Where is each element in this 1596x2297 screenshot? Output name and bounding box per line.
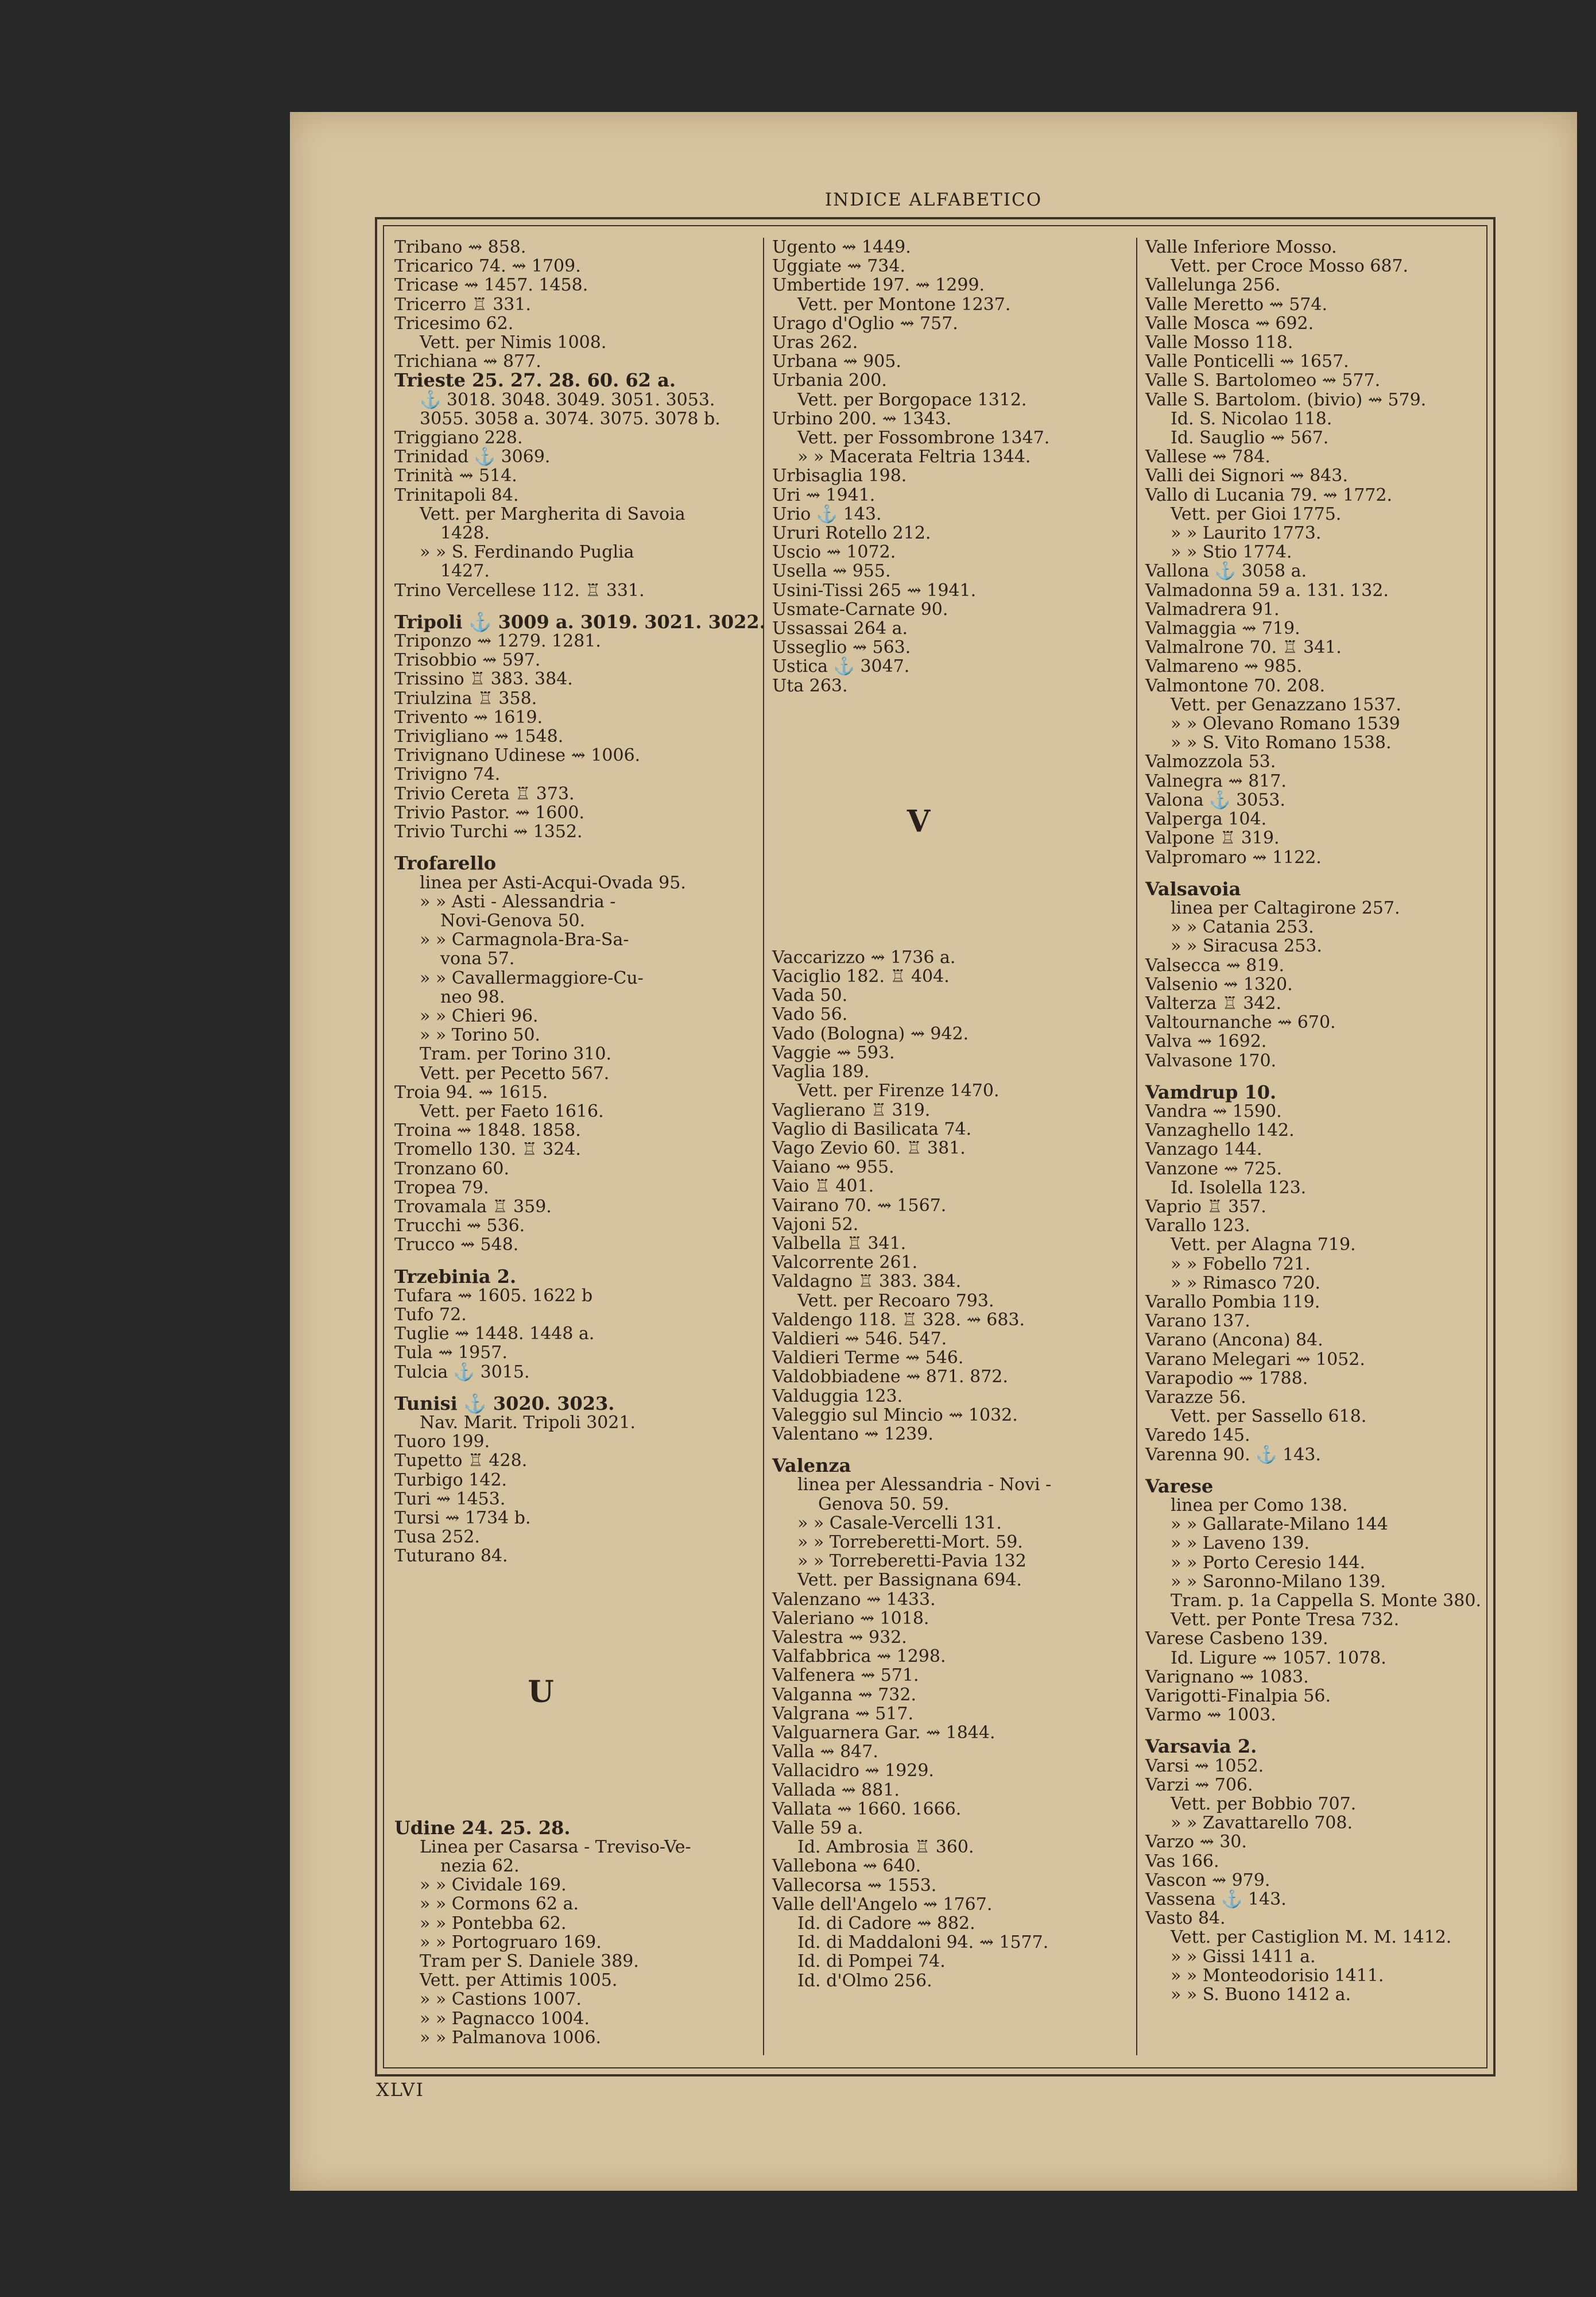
index-entry: Vairano 70. ⇝ 1567. [772, 1195, 947, 1216]
index-entry: Vett. per Borgopace 1312. [797, 389, 1027, 410]
index-entry: » » Torreberetti-Pavia 132 [797, 1551, 1026, 1572]
index-entry: Valmadonna 59 a. 131. 132. [1145, 580, 1389, 601]
index-entry: Varzo ⇝ 30. [1145, 1832, 1247, 1853]
index-entry: Valcorrente 261. [772, 1252, 918, 1273]
index-entry: 1427. [440, 561, 490, 582]
index-entry: Vett. per Bassignana 694. [797, 1570, 1022, 1591]
index-entry: Tromello 130. ♖ 324. [394, 1139, 581, 1160]
index-entry: » » Torino 50. [420, 1025, 541, 1046]
index-entry: » » Fobello 721. [1171, 1254, 1311, 1274]
index-entry: Vett. per Firenze 1470. [797, 1081, 1000, 1101]
index-entry: Id. Ligure ⇝ 1057. 1078. [1171, 1648, 1386, 1668]
index-entry: Uri ⇝ 1941. [772, 485, 876, 505]
index-entry: Valpone ♖ 319. [1145, 828, 1280, 849]
index-entry: Genova 50. 59. [818, 1494, 950, 1514]
section-letter: U [528, 1674, 554, 1710]
index-entry: Tupetto ♖ 428. [394, 1451, 528, 1471]
index-entry: Vaglio di Basilicata 74. [772, 1119, 972, 1139]
index-entry: Valmadrera 91. [1145, 599, 1280, 620]
index-entry: Id. di Cadore ⇝ 882. [797, 1913, 975, 1934]
index-entry: » » Torreberetti-Mort. 59. [797, 1532, 1023, 1552]
index-entry: » » Stio 1774. [1171, 542, 1292, 563]
index-entry: Valla ⇝ 847. [772, 1742, 878, 1762]
index-entry: » » Saronno-Milano 139. [1171, 1571, 1386, 1592]
index-entry: Valle S. Bartolom. (bivio) ⇝ 579. [1145, 389, 1427, 410]
index-entry: Valmontone 70. 208. [1145, 675, 1325, 696]
index-heading: Varsavia 2. [1145, 1735, 1257, 1758]
index-entry: Id. Ambrosia ♖ 360. [797, 1837, 974, 1858]
index-heading: Vamdrup 10. [1145, 1081, 1277, 1103]
index-entry: Valva ⇝ 1692. [1145, 1031, 1267, 1052]
index-entry: Valentano ⇝ 1239. [772, 1424, 933, 1444]
index-entry: Varigotti-Finalpia 56. [1145, 1686, 1331, 1707]
index-entry: Tram per S. Daniele 389. [420, 1951, 639, 1972]
index-entry: Trichiana ⇝ 877. [394, 351, 541, 372]
index-entry: » » Asti - Alessandria - [420, 891, 616, 912]
index-entry: Ugento ⇝ 1449. [772, 237, 911, 257]
index-entry: Vett. per Recoaro 793. [797, 1290, 994, 1311]
index-entry: Valgrana ⇝ 517. [772, 1703, 914, 1724]
index-entry: Vajoni 52. [772, 1214, 859, 1235]
index-entry: Vado (Bologna) ⇝ 942. [772, 1023, 969, 1044]
index-entry: vona 57. [440, 949, 515, 969]
index-entry: Urio ⚓ 143. [772, 504, 882, 524]
index-entry: Vallacidro ⇝ 1929. [772, 1761, 934, 1781]
index-heading: Trofarello [394, 852, 497, 875]
index-entry: » » Siracusa 253. [1171, 936, 1322, 957]
index-entry: Valguarnera Gar. ⇝ 1844. [772, 1723, 995, 1743]
index-entry: Vanzago 144. [1145, 1139, 1262, 1160]
index-entry: Valdobbiadene ⇝ 871. 872. [772, 1367, 1008, 1387]
index-entry: » » Castions 1007. [420, 1989, 582, 2010]
index-entry: Vaio ♖ 401. [772, 1176, 874, 1197]
index-entry: Trinitapoli 84. [394, 485, 519, 505]
index-entry: Usmate-Carnate 90. [772, 599, 948, 620]
index-entry: » » Laurito 1773. [1171, 523, 1322, 544]
index-entry: Valmalrone 70. ♖ 341. [1145, 637, 1342, 658]
index-entry: Valle Mosca ⇝ 692. [1145, 313, 1314, 334]
index-entry: » » Cavallermaggiore-Cu- [420, 968, 644, 988]
index-entry: Vascon ⇝ 979. [1145, 1870, 1270, 1890]
index-heading: Trzebinia 2. [394, 1265, 517, 1287]
book-page [290, 112, 1577, 2191]
index-entry: Tulcia ⚓ 3015. [394, 1362, 530, 1382]
index-entry: » » Pagnacco 1004. [420, 2008, 590, 2029]
index-entry: » » Laveno 139. [1171, 1533, 1310, 1554]
index-entry: Valdagno ♖ 383. 384. [772, 1271, 962, 1292]
index-entry: Vett. per Nimis 1008. [420, 332, 607, 353]
index-entry: Valfabbrica ⇝ 1298. [772, 1646, 946, 1667]
index-entry: Vallelunga 256. [1145, 275, 1281, 296]
index-frame [375, 217, 1496, 2076]
index-entry: Vett. per Montone 1237. [797, 294, 1011, 315]
section-letter: V [907, 803, 931, 839]
index-entry: Valdieri ⇝ 546. 547. [772, 1328, 947, 1349]
index-entry: » » Catania 253. [1171, 917, 1314, 938]
index-entry: Varsi ⇝ 1052. [1145, 1755, 1264, 1776]
index-entry: Trinidad ⚓ 3069. [394, 447, 551, 467]
index-entry: Vago Zevio 60. ♖ 381. [772, 1138, 966, 1158]
index-entry: Valeggio sul Mincio ⇝ 1032. [772, 1405, 1018, 1425]
index-entry: Vett. per Castiglion M. M. 1412. [1171, 1927, 1452, 1948]
index-entry: » » Portogruaro 169. [420, 1932, 602, 1952]
index-heading: Tripoli ⚓ 3009 a. 3019. 3021. 3022. [394, 610, 766, 633]
index-entry: » » Casale-Vercelli 131. [797, 1513, 1002, 1533]
index-entry: Vett. per Ponte Tresa 732. [1171, 1610, 1400, 1630]
index-entry: Tuoro 199. [394, 1432, 490, 1452]
index-entry: » » Macerata Feltria 1344. [797, 447, 1031, 467]
index-entry: linea per Asti-Acqui-Ovada 95. [420, 872, 686, 893]
index-column-3 [1136, 238, 1507, 2055]
index-entry: Valdieri Terme ⇝ 546. [772, 1348, 964, 1368]
index-entry: Vaiano ⇝ 955. [772, 1157, 894, 1178]
index-entry: Triponzo ⇝ 1279. 1281. [394, 631, 601, 652]
index-entry: Vett. per Bobbio 707. [1171, 1794, 1357, 1815]
index-entry: Troina ⇝ 1848. 1858. [394, 1120, 581, 1141]
index-entry: linea per Alessandria - Novi - [797, 1475, 1052, 1495]
index-entry: » » Olevano Romano 1539 [1171, 714, 1400, 734]
index-entry: » » Zavattarello 708. [1171, 1813, 1353, 1834]
index-entry: Valle Meretto ⇝ 574. [1145, 294, 1328, 315]
index-entry: Vett. per Alagna 719. [1171, 1235, 1356, 1255]
index-entry: Vallo di Lucania 79. ⇝ 1772. [1145, 485, 1392, 505]
index-entry: » » S. Buono 1412 a. [1171, 1985, 1351, 2005]
index-entry: Valmozzola 53. [1145, 752, 1276, 772]
index-entry: Valeriano ⇝ 1018. [772, 1608, 929, 1629]
index-entry: Valduggia 123. [772, 1386, 903, 1406]
index-entry: Trissino ♖ 383. 384. [394, 669, 573, 690]
index-entry: Tricase ⇝ 1457. 1458. [394, 275, 588, 296]
index-entry: Urbania 200. [772, 370, 887, 391]
index-entry: Vallebona ⇝ 640. [772, 1856, 921, 1877]
index-entry: Vett. per Faeto 1616. [420, 1101, 604, 1122]
index-entry: Vett. per Fossombrone 1347. [797, 428, 1050, 448]
index-entry: Id. d'Olmo 256. [797, 1970, 932, 1991]
index-entry: Uggiate ⇝ 734. [772, 256, 905, 277]
index-entry: Vanzaghello 142. [1145, 1120, 1295, 1141]
index-entry: Valle S. Bartolomeo ⇝ 577. [1145, 370, 1381, 391]
index-heading: Trieste 25. 27. 28. 60. 62 a. [394, 369, 676, 392]
index-entry: Id. di Maddaloni 94. ⇝ 1577. [797, 1932, 1049, 1953]
index-entry: Valle Mosso 118. [1145, 332, 1293, 353]
index-entry: Trivio Cereta ♖ 373. [394, 783, 575, 804]
index-entry: Vassena ⚓ 143. [1145, 1889, 1287, 1910]
index-entry: Vanzone ⇝ 725. [1145, 1158, 1283, 1179]
index-entry: Urbana ⇝ 905. [772, 351, 901, 372]
index-entry: Usini-Tissi 265 ⇝ 1941. [772, 580, 977, 601]
index-entry: Vaccarizzo ⇝ 1736 a. [772, 947, 956, 968]
index-entry: Valestra ⇝ 932. [772, 1627, 907, 1648]
index-entry: Trisobbio ⇝ 597. [394, 650, 541, 671]
index-entry: ⚓ 3018. 3048. 3049. 3051. 3053. [420, 389, 715, 410]
index-entry: Uscio ⇝ 1072. [772, 542, 896, 563]
index-entry: Varano 137. [1145, 1311, 1250, 1332]
index-heading: Valsavoia [1145, 877, 1241, 900]
index-entry: Vallecorsa ⇝ 1553. [772, 1875, 937, 1896]
index-entry: Urago d'Oglio ⇝ 757. [772, 313, 958, 334]
index-entry: Tricerro ♖ 331. [394, 294, 532, 315]
index-entry: Vaciglio 182. ♖ 404. [772, 966, 950, 987]
page-number: XLVI [376, 2079, 424, 2101]
index-entry: Umbertide 197. ⇝ 1299. [772, 275, 985, 296]
index-entry: Valona ⚓ 3053. [1145, 790, 1285, 810]
index-heading: Udine 24. 25. 28. [394, 1816, 571, 1839]
index-entry: Varazze 56. [1145, 1387, 1246, 1407]
index-entry: 3055. 3058 a. 3074. 3075. 3078 b. [420, 408, 720, 429]
index-entry: Valdengo 118. ♖ 328. ⇝ 683. [772, 1309, 1025, 1330]
index-frame-inner [383, 225, 1487, 2068]
index-entry: 1428. [440, 523, 490, 544]
index-entry: Varapodio ⇝ 1788. [1145, 1368, 1308, 1389]
index-column-2 [763, 238, 1134, 2055]
index-entry: Tricesimo 62. [394, 313, 514, 334]
index-entry: Valganna ⇝ 732. [772, 1684, 917, 1705]
index-entry: Usseglio ⇝ 563. [772, 637, 911, 658]
index-entry: Vett. per Croce Mosso 687. [1171, 256, 1409, 277]
index-entry: Varignano ⇝ 1083. [1145, 1666, 1309, 1687]
index-entry: Vaglierano ♖ 319. [772, 1100, 931, 1120]
index-entry: neo 98. [440, 987, 505, 1007]
index-entry: Triggiano 228. [394, 428, 523, 448]
index-entry: » » Pontebba 62. [420, 1913, 567, 1933]
page-header: INDICE ALFABETICO [824, 190, 1043, 210]
index-entry: Turbigo 142. [394, 1470, 508, 1490]
index-entry: Tricarico 74. ⇝ 1709. [394, 256, 581, 277]
index-entry: Vallata ⇝ 1660. 1666. [772, 1799, 962, 1819]
index-entry: Tuturano 84. [394, 1546, 508, 1567]
index-entry: Tusa 252. [394, 1527, 480, 1548]
index-entry: Tribano ⇝ 858. [394, 237, 526, 257]
index-entry: Varmo ⇝ 1003. [1145, 1705, 1276, 1726]
index-entry: Vaprio ♖ 357. [1145, 1196, 1266, 1217]
index-entry: Varenna 90. ⚓ 143. [1145, 1444, 1321, 1465]
index-entry: Vasto 84. [1145, 1908, 1226, 1929]
index-entry: Troia 94. ⇝ 1615. [394, 1082, 548, 1103]
index-entry: Vaggie ⇝ 593. [772, 1042, 895, 1063]
index-entry: Trivigliano ⇝ 1548. [394, 726, 564, 747]
index-entry: Tufara ⇝ 1605. 1622 b [394, 1285, 593, 1306]
index-entry: » » Cormons 62 a. [420, 1894, 579, 1915]
index-entry: » » Rimasco 720. [1171, 1273, 1320, 1293]
index-entry: Valterza ♖ 342. [1145, 993, 1281, 1014]
index-entry: Tram. p. 1a Cappella S. Monte 380. [1171, 1591, 1481, 1611]
index-entry: Valbella ♖ 341. [772, 1233, 907, 1254]
index-entry: Valmareno ⇝ 985. [1145, 656, 1303, 677]
index-entry: Trivignano Udinese ⇝ 1006. [394, 745, 641, 766]
index-entry: Ussassai 264 a. [772, 618, 908, 639]
index-entry: Varese Casbeno 139. [1145, 1629, 1328, 1649]
index-entry: » » Gissi 1411 a. [1171, 1946, 1316, 1967]
index-entry: Vett. per Pecetto 567. [420, 1063, 610, 1084]
index-entry: » » Carmagnola-Bra-Sa- [420, 930, 629, 950]
index-entry: Trovamala ♖ 359. [394, 1196, 552, 1217]
index-entry: Vett. per Gioi 1775. [1171, 504, 1342, 524]
index-entry: Uta 263. [772, 675, 848, 696]
index-entry: Valsenio ⇝ 1320. [1145, 974, 1293, 995]
index-column-1 [394, 237, 766, 2048]
index-entry: » » S. Vito Romano 1538. [1171, 733, 1392, 753]
index-entry: » » Palmanova 1006. [420, 2027, 602, 2048]
index-entry: Nav. Marit. Tripoli 3021. [420, 1412, 636, 1433]
index-entry: Tursi ⇝ 1734 b. [394, 1508, 531, 1528]
index-entry: Valle 59 a. [772, 1818, 863, 1839]
index-entry: » » Gallarate-Milano 144 [1171, 1514, 1388, 1535]
index-entry: Trivento ⇝ 1619. [394, 707, 543, 728]
index-entry: Valnegra ⇝ 817. [1145, 771, 1287, 791]
index-entry: Tronzano 60. [394, 1158, 510, 1179]
index-entry: » » S. Ferdinando Puglia [420, 542, 634, 563]
index-entry: Valenzano ⇝ 1433. [772, 1589, 936, 1610]
index-entry: Urbisaglia 198. [772, 466, 907, 486]
index-entry: Vallada ⇝ 881. [772, 1780, 900, 1800]
index-entry: Tula ⇝ 1957. [394, 1343, 508, 1363]
index-entry: Id. Sauglio ⇝ 567. [1171, 428, 1329, 448]
index-entry: Linea per Casarsa - Treviso-Ve- [420, 1836, 691, 1857]
index-entry: Tuglie ⇝ 1448. 1448 a. [394, 1324, 595, 1344]
index-entry: Tufo 72. [394, 1304, 467, 1325]
index-entry: Vallona ⚓ 3058 a. [1145, 561, 1307, 582]
index-entry: Valli dei Signori ⇝ 843. [1145, 466, 1348, 486]
index-entry: Vallese ⇝ 784. [1145, 447, 1270, 467]
index-entry: » » Monteodorisio 1411. [1171, 1965, 1384, 1986]
index-entry: Trucchi ⇝ 536. [394, 1216, 525, 1236]
index-heading: Valenza [772, 1455, 851, 1477]
index-entry: Varano (Ancona) 84. [1145, 1330, 1323, 1351]
index-entry: Valtournanche ⇝ 670. [1145, 1012, 1336, 1033]
index-entry: linea per Caltagirone 257. [1171, 898, 1400, 918]
index-entry: Varedo 145. [1145, 1425, 1250, 1446]
index-entry: Vaglia 189. [772, 1062, 870, 1082]
index-entry: Ustica ⚓ 3047. [772, 656, 910, 677]
index-entry: Varano Melegari ⇝ 1052. [1145, 1349, 1365, 1370]
index-entry: Varzi ⇝ 706. [1145, 1774, 1253, 1795]
index-entry: » » Chieri 96. [420, 1006, 539, 1026]
index-entry: Valle Ponticelli ⇝ 1657. [1145, 351, 1349, 372]
index-entry: Valle dell'Angelo ⇝ 1767. [772, 1894, 993, 1915]
index-entry: Id. di Pompei 74. [797, 1951, 946, 1972]
index-entry: Valvasone 170. [1145, 1050, 1277, 1071]
index-entry: Turi ⇝ 1453. [394, 1488, 506, 1509]
index-entry: Trivigno 74. [394, 764, 501, 785]
index-entry: Id. Isolella 123. [1171, 1177, 1307, 1198]
index-entry: Varallo Pombia 119. [1145, 1291, 1320, 1312]
index-entry: Ururi Rotello 212. [772, 523, 931, 544]
index-entry: Uras 262. [772, 332, 858, 353]
index-entry: Valperga 104. [1145, 809, 1267, 830]
index-entry: Trucco ⇝ 548. [394, 1235, 519, 1255]
index-entry: Vado 56. [772, 1004, 848, 1025]
index-entry: Vett. per Genazzano 1537. [1171, 694, 1401, 715]
index-entry: Trivio Pastor. ⇝ 1600. [394, 802, 584, 823]
index-entry: Valmaggia ⇝ 719. [1145, 618, 1300, 639]
index-entry: Trinità ⇝ 514. [394, 466, 517, 486]
index-entry: Tram. per Torino 310. [420, 1044, 611, 1065]
index-entry: Trino Vercellese 112. ♖ 331. [394, 580, 645, 601]
index-entry: Vett. per Attimis 1005. [420, 1970, 618, 1991]
index-entry: Vada 50. [772, 985, 848, 1006]
index-heading: Tunisi ⚓ 3020. 3023. [394, 1392, 615, 1414]
index-entry: Varallo 123. [1145, 1216, 1250, 1236]
index-entry: Id. S. Nicolao 118. [1171, 408, 1332, 429]
index-entry: Vett. per Sassello 618. [1171, 1406, 1367, 1427]
index-entry: Valle Inferiore Mosso. [1145, 237, 1337, 257]
index-entry: Triulzina ♖ 358. [394, 688, 537, 709]
index-entry: Valfenera ⇝ 571. [772, 1665, 919, 1686]
index-entry: Valpromaro ⇝ 1122. [1145, 847, 1322, 868]
index-entry: Vandra ⇝ 1590. [1145, 1101, 1282, 1122]
index-entry: Valsecca ⇝ 819. [1145, 955, 1285, 976]
index-entry: Novi-Genova 50. [440, 910, 586, 931]
index-entry: linea per Como 138. [1171, 1495, 1348, 1515]
index-entry: Urbino 200. ⇝ 1343. [772, 408, 952, 429]
index-entry: Tropea 79. [394, 1177, 489, 1198]
index-entry: » » Porto Ceresio 144. [1171, 1552, 1365, 1573]
index-entry: Trivio Turchi ⇝ 1352. [394, 822, 583, 842]
index-entry: » » Cividale 169. [420, 1875, 567, 1896]
index-entry: Vas 166. [1145, 1851, 1219, 1871]
index-heading: Varese [1145, 1475, 1214, 1497]
index-entry: nezia 62. [440, 1856, 520, 1877]
index-entry: Usella ⇝ 955. [772, 561, 891, 582]
index-entry: Vett. per Margherita di Savoia [420, 504, 685, 524]
